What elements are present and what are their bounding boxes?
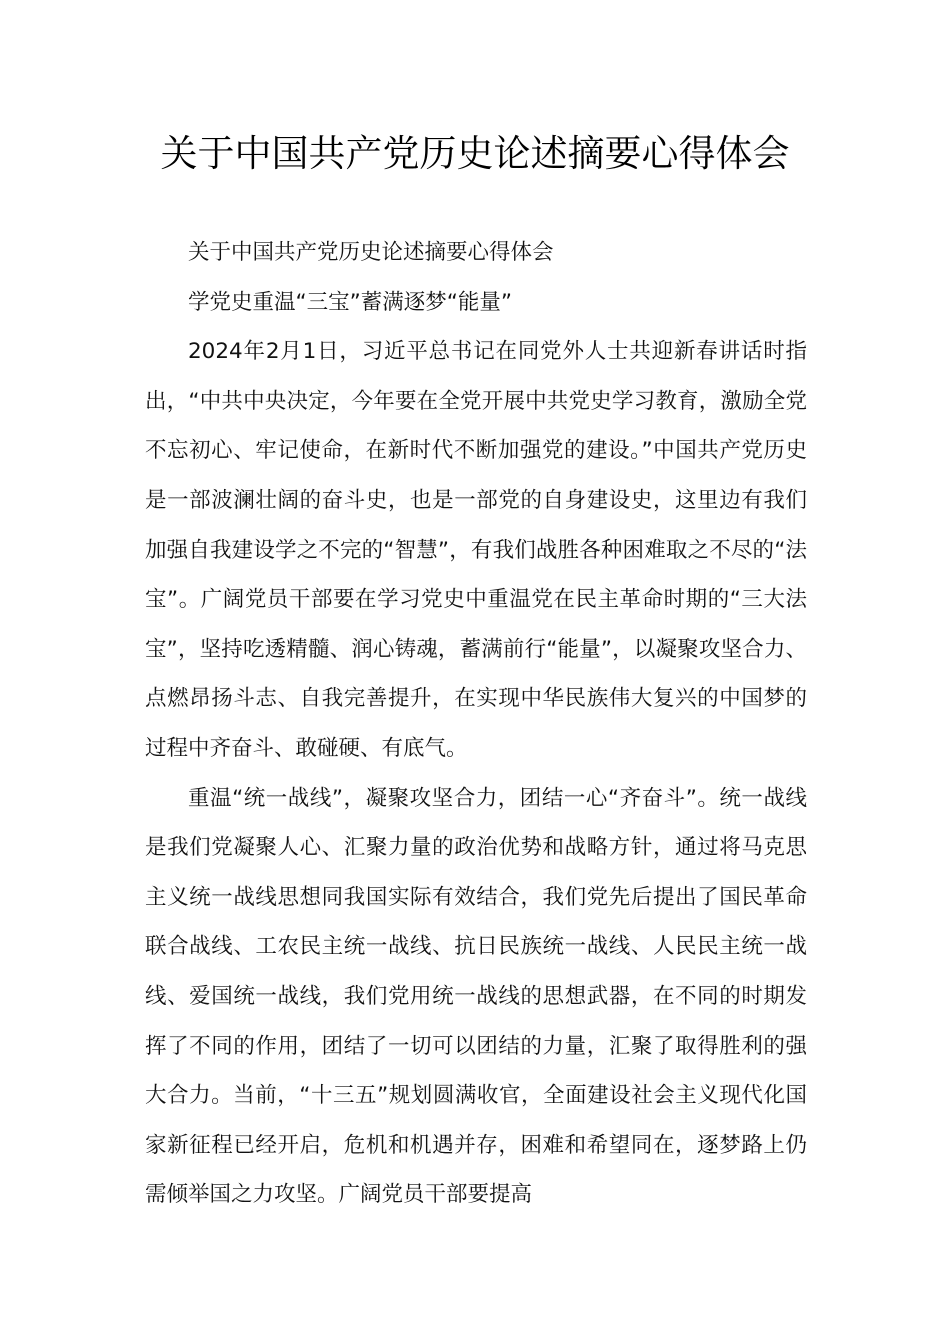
paragraph-intro: 2024年2月1日，习近平总书记在同党外人士共迎新春讲话时指出，“中共中央决定，今年要在全党开展中共党史学习教育，激励全党不忘初心、牢记使命，在新时代不断加强党的建设。”中国共产党历史是一部波澜壮阔的奋斗史，也是一部党的自身建设史，这里边有我们加强自我建设学之不完的“智慧”，有我们战胜各种困难取之不尽的“法宝”。广阔党员干部要在学习党史中重温党在民主革命时期的“三大法宝”，坚持吃透精髓、润心铸魂，蓄满前行“能量”，以凝聚攻坚合力、点燃昂扬斗志、自我完善提升，在实现中华民族伟大复兴的中国梦的过程中齐奋斗、敢碰硬、有底气。 bbox=[145, 339, 807, 761]
document-body bbox=[145, 228, 807, 1220]
paragraph-united-front: 重温“统一战线”，凝聚攻坚合力，团结一心“齐奋斗”。统一战线是我们党凝聚人心、汇聚力量的政治优势和战略方针，通过将马克思主义统一战线思想同我国实际有效结合，我们党先后提出了国民革命联合战线、工农民主统一战线、抗日民族统一战线、人民民主统一战线、爱国统一战线，我们党用统一战线的思想武器，在不同的时期发挥了不同的作用，团结了一切可以团结的力量，汇聚了取得胜利的强大合力。当前，“十三五”规划圆满收官，全面建设社会主义现代化国家新征程已经开启，危机和机遇并存，困难和希望同在，逐梦路上仍需倾举国之力攻坚。广阔党员干部要提高 bbox=[145, 785, 807, 1208]
document-title: 关于中国共产党历史论述摘要心得体会 bbox=[160, 132, 790, 175]
paragraph-subtitle: 关于中国共产党历史论述摘要心得体会 bbox=[188, 240, 554, 265]
paragraph-heading: 学党史重温“三宝”蓄满逐梦“能量” bbox=[188, 289, 513, 315]
